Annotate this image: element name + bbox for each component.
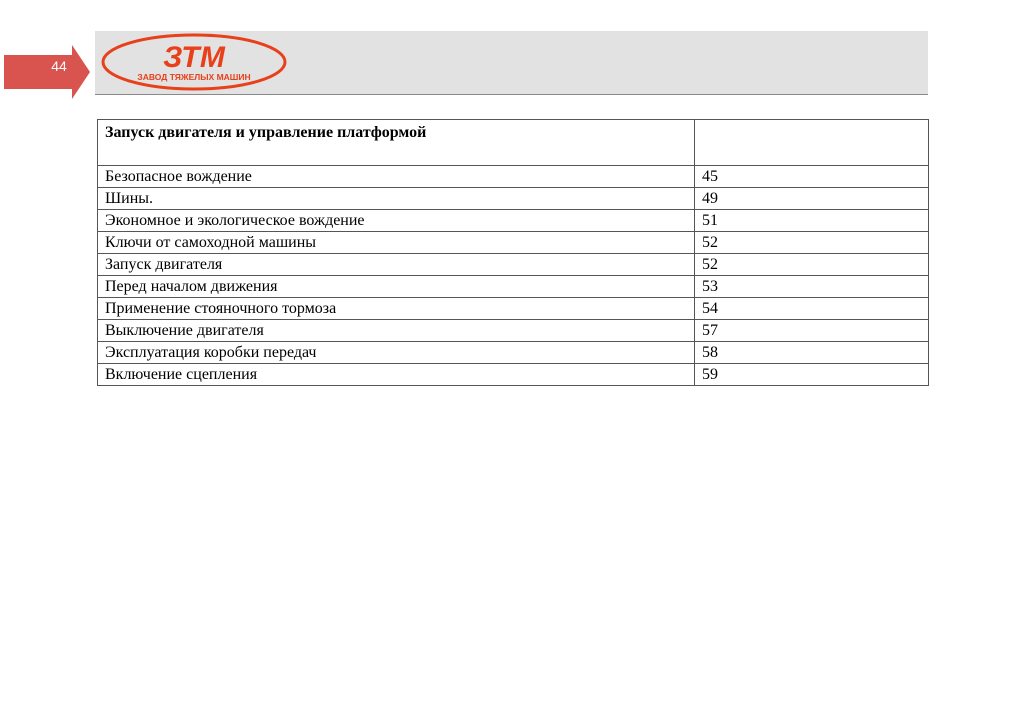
toc-section-page — [695, 120, 929, 166]
toc-row-page: 52 — [695, 254, 929, 276]
toc-row-title: Запуск двигателя — [98, 254, 695, 276]
toc-row — [98, 232, 929, 254]
toc-row-title: Применение стояночного тормоза — [98, 298, 695, 320]
toc-row-title: Включение сцепления — [98, 364, 695, 386]
toc-row — [98, 254, 929, 276]
toc-row-page: 51 — [695, 210, 929, 232]
toc-row-title: Шины. — [98, 188, 695, 210]
toc-row-title: Выключение двигателя — [98, 320, 695, 342]
toc-row-title: Перед началом движения — [98, 276, 695, 298]
toc-row — [98, 210, 929, 232]
toc-row-title: Ключи от самоходной машины — [98, 232, 695, 254]
toc-section-row — [98, 120, 929, 166]
toc-row — [98, 298, 929, 320]
toc-row — [98, 188, 929, 210]
toc-row-page: 54 — [695, 298, 929, 320]
toc-row — [98, 166, 929, 188]
toc-row-page: 57 — [695, 320, 929, 342]
toc-row-page: 49 — [695, 188, 929, 210]
toc-row-title: Безопасное вождение — [98, 166, 695, 188]
toc-row — [98, 276, 929, 298]
logo-main-text: ЗТМ — [163, 41, 225, 74]
toc-row-page: 59 — [695, 364, 929, 386]
toc-table — [97, 119, 929, 386]
toc-row-page: 58 — [695, 342, 929, 364]
toc-row-page: 52 — [695, 232, 929, 254]
toc-row — [98, 342, 929, 364]
toc-section-title: Запуск двигателя и управление платформой — [98, 120, 695, 166]
toc-row — [98, 364, 929, 386]
toc-row — [98, 320, 929, 342]
toc-row-title: Эксплуатация коробки передач — [98, 342, 695, 364]
toc-row-page: 53 — [695, 276, 929, 298]
ztm-logo — [100, 32, 288, 92]
page-number: 44 — [51, 58, 67, 74]
logo-sub-text: ЗАВОД ТЯЖЕЛЫХ МАШИН — [137, 72, 251, 82]
toc-row-title: Экономное и экологическое вождение — [98, 210, 695, 232]
toc-row-page: 45 — [695, 166, 929, 188]
